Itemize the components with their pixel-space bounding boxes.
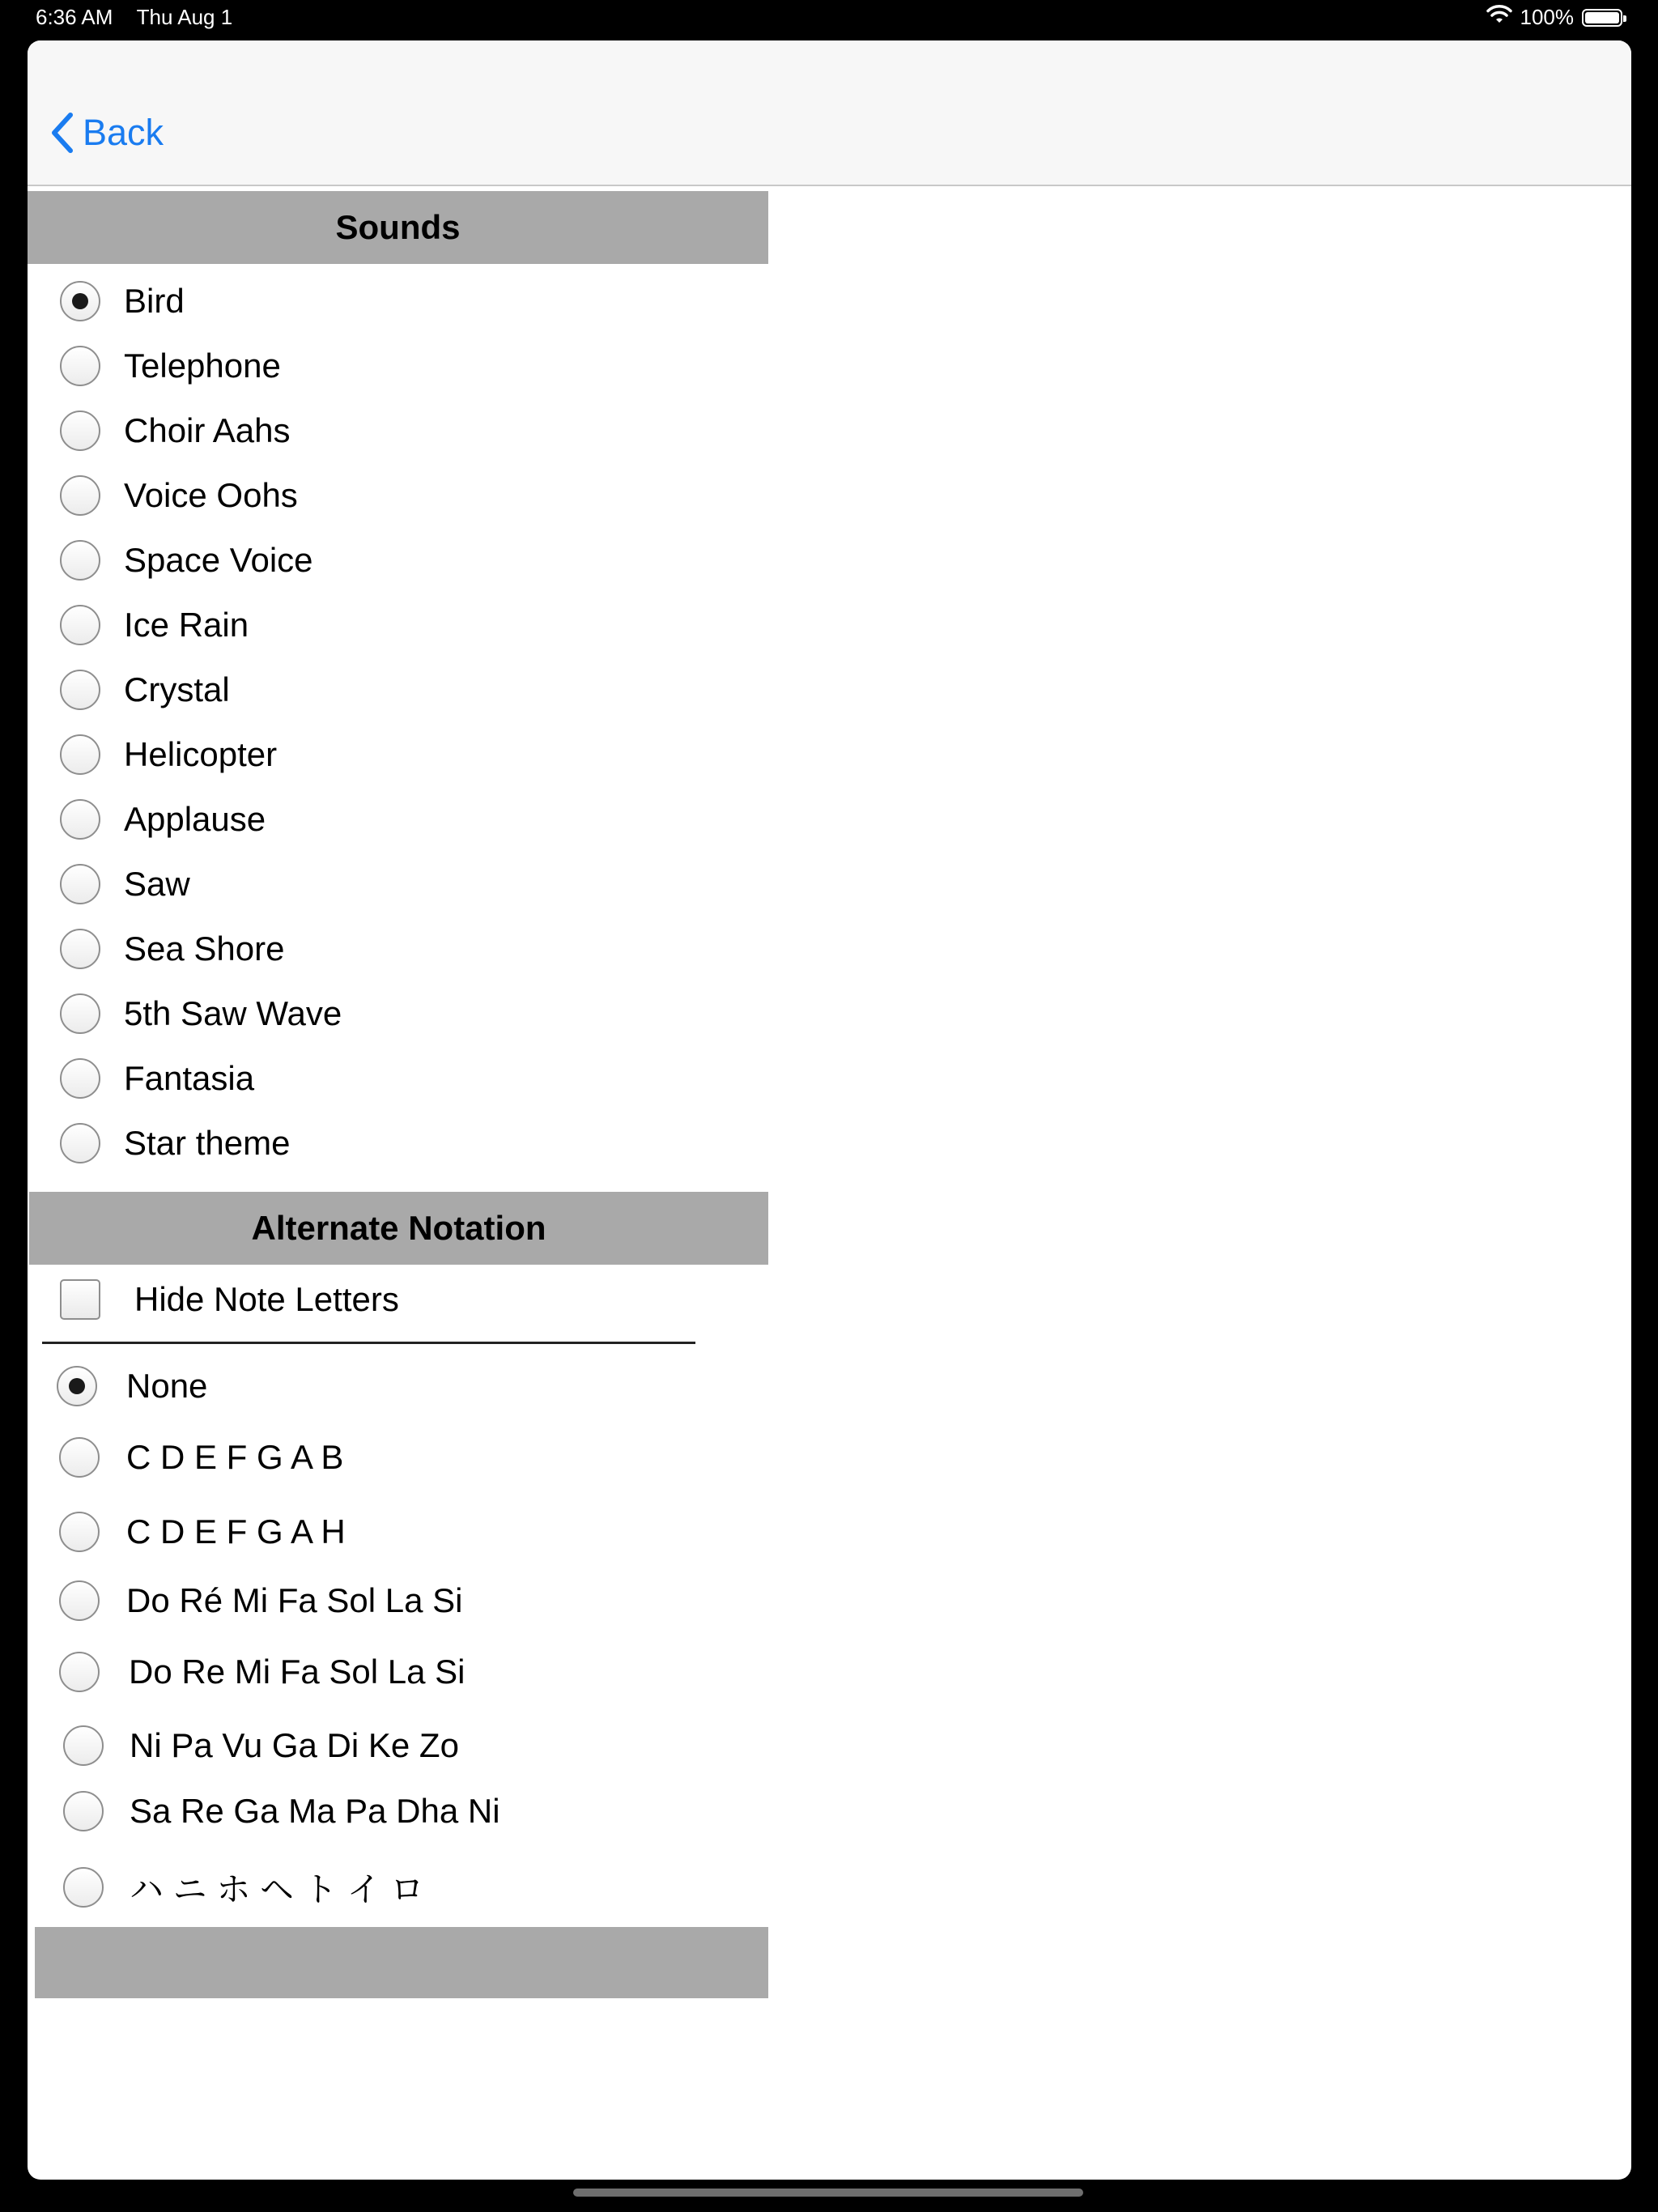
sound-option[interactable] xyxy=(60,734,277,775)
sound-option-label: Fantasia xyxy=(124,1059,255,1097)
radio-button[interactable] xyxy=(60,864,100,904)
sound-option-label: Crystal xyxy=(124,670,230,708)
notation-option[interactable] xyxy=(63,1863,424,1912)
notation-option-label: C D E F G A H xyxy=(126,1512,346,1551)
settings-sheet xyxy=(28,40,1631,2180)
sound-option[interactable] xyxy=(60,281,185,321)
status-bar xyxy=(0,0,1658,36)
radio-button[interactable] xyxy=(59,1512,100,1552)
sound-option[interactable] xyxy=(60,993,342,1034)
sound-option[interactable] xyxy=(60,540,313,581)
sound-option-label: Voice Oohs xyxy=(124,476,298,514)
sound-option-label: Telephone xyxy=(124,347,281,385)
radio-button[interactable] xyxy=(59,1652,100,1692)
sound-option-label: Star theme xyxy=(124,1124,291,1162)
radio-button[interactable] xyxy=(60,993,100,1034)
radio-button[interactable] xyxy=(60,670,100,710)
sound-option[interactable] xyxy=(60,799,266,840)
notation-option-label: Do Ré Mi Fa Sol La Si xyxy=(126,1581,463,1619)
notation-option-label: ハ ニ ホ ヘ ト イ ロ xyxy=(130,1870,425,1908)
notation-option[interactable] xyxy=(59,1512,346,1552)
notation-option-label: None xyxy=(126,1367,208,1405)
notation-option[interactable] xyxy=(59,1580,463,1621)
radio-button[interactable] xyxy=(59,1580,100,1621)
sound-option[interactable] xyxy=(60,1123,290,1163)
sound-option-label: Space Voice xyxy=(124,541,313,579)
radio-button[interactable] xyxy=(60,734,100,775)
notation-option[interactable] xyxy=(63,1725,459,1766)
notation-option[interactable] xyxy=(59,1437,343,1478)
divider xyxy=(42,1342,695,1344)
back-label: Back xyxy=(83,112,164,153)
sound-option-label: Applause xyxy=(124,800,266,838)
wifi-icon xyxy=(1486,5,1512,30)
notation-option-label: Ni Pa Vu Ga Di Ke Zo xyxy=(130,1726,459,1764)
sound-option[interactable] xyxy=(60,864,190,904)
radio-button[interactable] xyxy=(60,410,100,451)
notation-option[interactable] xyxy=(63,1791,500,1831)
notation-option[interactable] xyxy=(57,1366,207,1406)
sound-option[interactable] xyxy=(60,410,290,451)
radio-button[interactable] xyxy=(57,1366,97,1406)
sound-option[interactable] xyxy=(60,475,298,516)
sound-option[interactable] xyxy=(60,1058,254,1099)
sound-option-label: Choir Aahs xyxy=(124,411,291,449)
sound-option[interactable] xyxy=(60,670,230,710)
hide-note-letters-toggle[interactable] xyxy=(60,1279,399,1320)
notation-section-header: Alternate Notation xyxy=(29,1192,768,1265)
sound-option-label: Ice Rain xyxy=(124,606,249,644)
status-time: 6:36 AM xyxy=(36,5,113,29)
status-date: Thu Aug 1 xyxy=(136,5,233,29)
battery-percent: 100% xyxy=(1520,5,1574,29)
notation-option-label: Do Re Mi Fa Sol La Si xyxy=(129,1653,466,1691)
sound-option[interactable] xyxy=(60,929,284,969)
radio-button[interactable] xyxy=(60,540,100,581)
sounds-section-header: Sounds xyxy=(28,191,768,264)
sound-option-label: Bird xyxy=(124,282,185,320)
navigation-bar xyxy=(28,40,1631,186)
radio-button[interactable] xyxy=(60,346,100,386)
chevron-left-icon xyxy=(50,112,74,154)
sound-option[interactable] xyxy=(60,605,249,645)
notation-option-label: C D E F G A B xyxy=(126,1438,344,1476)
hide-note-letters-label: Hide Note Letters xyxy=(134,1280,399,1318)
radio-button[interactable] xyxy=(60,799,100,840)
battery-icon xyxy=(1582,9,1622,27)
radio-button[interactable] xyxy=(60,605,100,645)
sound-option-label: Helicopter xyxy=(124,735,278,773)
sound-option-label: Saw xyxy=(124,865,190,903)
radio-button[interactable] xyxy=(60,1123,100,1163)
radio-button[interactable] xyxy=(60,929,100,969)
back-button[interactable] xyxy=(50,112,164,154)
radio-button[interactable] xyxy=(59,1437,100,1478)
hide-note-letters-checkbox[interactable] xyxy=(60,1279,100,1320)
home-indicator xyxy=(573,2189,1083,2197)
radio-button[interactable] xyxy=(63,1725,104,1766)
radio-button[interactable] xyxy=(60,281,100,321)
sound-option-label: Sea Shore xyxy=(124,929,285,968)
notation-option-label: Sa Re Ga Ma Pa Dha Ni xyxy=(130,1792,500,1830)
radio-button[interactable] xyxy=(60,475,100,516)
radio-button[interactable] xyxy=(60,1058,100,1099)
sound-option-label: 5th Saw Wave xyxy=(124,994,342,1032)
footer-section-header xyxy=(35,1927,768,1998)
sound-option[interactable] xyxy=(60,346,281,386)
notation-option[interactable] xyxy=(59,1652,466,1692)
radio-button[interactable] xyxy=(63,1791,104,1831)
radio-button[interactable] xyxy=(63,1867,104,1908)
